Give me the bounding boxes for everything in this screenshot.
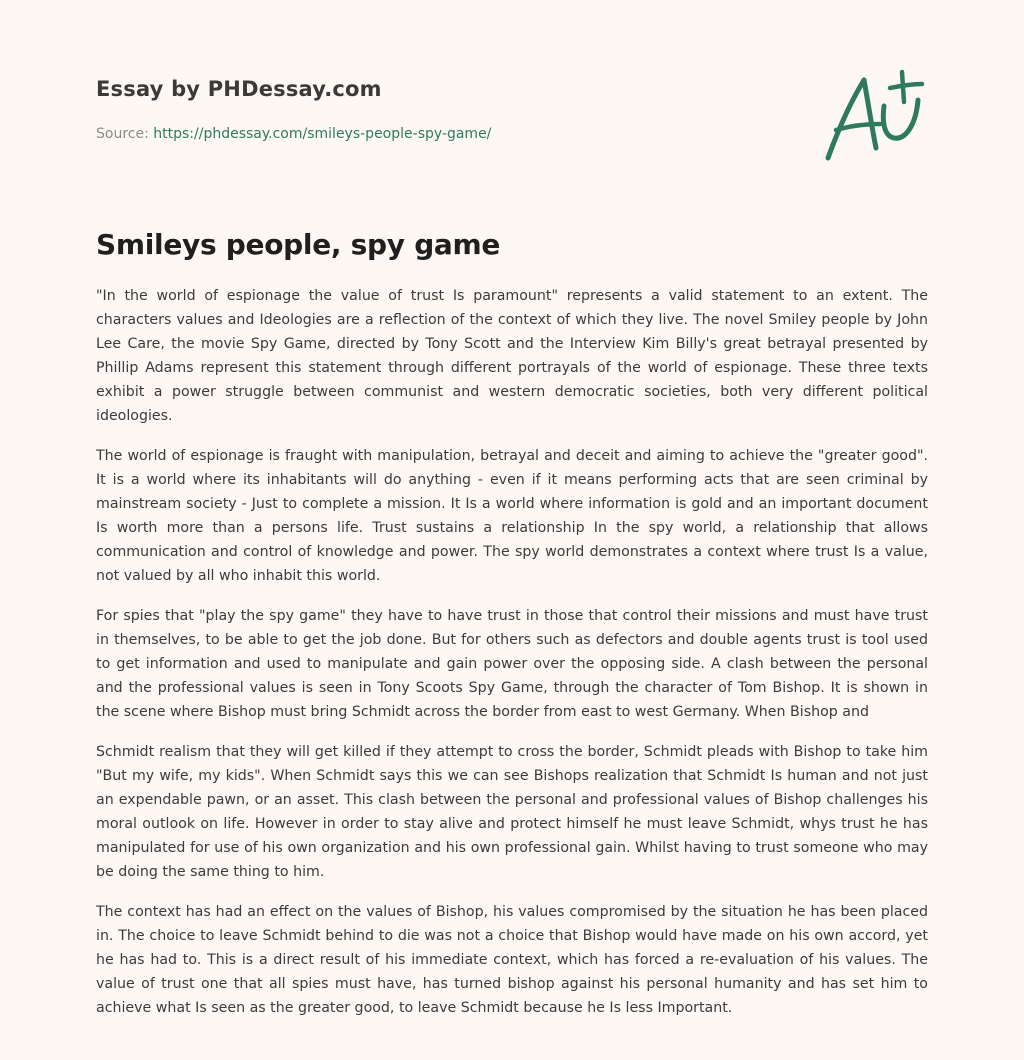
source-label: Source:	[96, 126, 154, 142]
brand-title: Essay by PHDessay.com	[96, 77, 382, 101]
source-line	[96, 124, 736, 144]
essay-body	[96, 284, 928, 1036]
essay-paragraph: For spies that "play the spy game" they have to have trust in those that control their missions and must have trust in themselves, to be able to get the job done. But for others such as defectors and double agents trust is tool used to get information and used to manipulate and gain power over the opposing side. A clash between the personal and the professional values is seen in Tony Scoots Spy Game, through the character of Tom Bishop. It is shown in the scene where Bishop must bring Schmidt across the border from east to west Germany. When Bishop and	[96, 608, 928, 720]
essay-paragraph: The world of espionage is fraught with manipulation, betrayal and deceit and aiming to achieve the "greater good". It is a world where its inhabitants will do anything - even if it means performing acts that are seen criminal by mainstream society - Just to complete a mission. It Is a world where information is gold and an important document Is worth more than a persons life. Trust sustains a relationship In the spy world, a relationship that allows communication and control of knowledge and power. The spy world demonstrates a context where trust Is a value, not valued by all who inhabit this world.	[96, 448, 928, 584]
essay-paragraph: "In the world of espionage the value of trust Is paramount" represents a valid statement to an extent. The characters values and Ideologies are a reflection of the context of which they live. The novel Smiley people by John Lee Care, the movie Spy Game, directed by Tony Scott and the Interview Kim Billy's great betrayal presented by Phillip Adams represent this statement through different portrayals of the world of espionage. These three texts exhibit a power struggle between communist and western democratic societies, both very different political ideologies.	[96, 288, 928, 424]
a-plus-logo-icon	[818, 66, 930, 166]
source-link[interactable]: https://phdessay.com/smileys-people-spy-game/	[153, 126, 492, 142]
essay-title: Smileys people, spy game	[96, 228, 501, 261]
page-header	[96, 74, 736, 144]
essay-paragraph: The context has had an effect on the values of Bishop, his values compromised by the situation he has been placed in. The choice to leave Schmidt behind to die was not a choice that Bishop would have made on his own accord, yet he has had to. This is a direct result of his immediate context, which has forced a re-evaluation of his values. The value of trust one that all spies must have, has turned bishop against his personal humanity and has set him to achieve what Is seen as the greater good, to leave Schmidt because he Is less Important.	[96, 904, 928, 1016]
essay-paragraph: Schmidt realism that they will get killed if they attempt to cross the border, Schmidt pleads with Bishop to take him "But my wife, my kids". When Schmidt says this we can see Bishops realization that Schmidt Is human and not just an expendable pawn, or an asset. This clash between the personal and professional values of Bishop challenges his moral outlook on life. However in order to stay alive and protect himself he must leave Schmidt, whys trust he has manipulated for use of his own organization and his own professional gain. Whilst having to trust someone who may be doing the same thing to him.	[96, 744, 928, 880]
